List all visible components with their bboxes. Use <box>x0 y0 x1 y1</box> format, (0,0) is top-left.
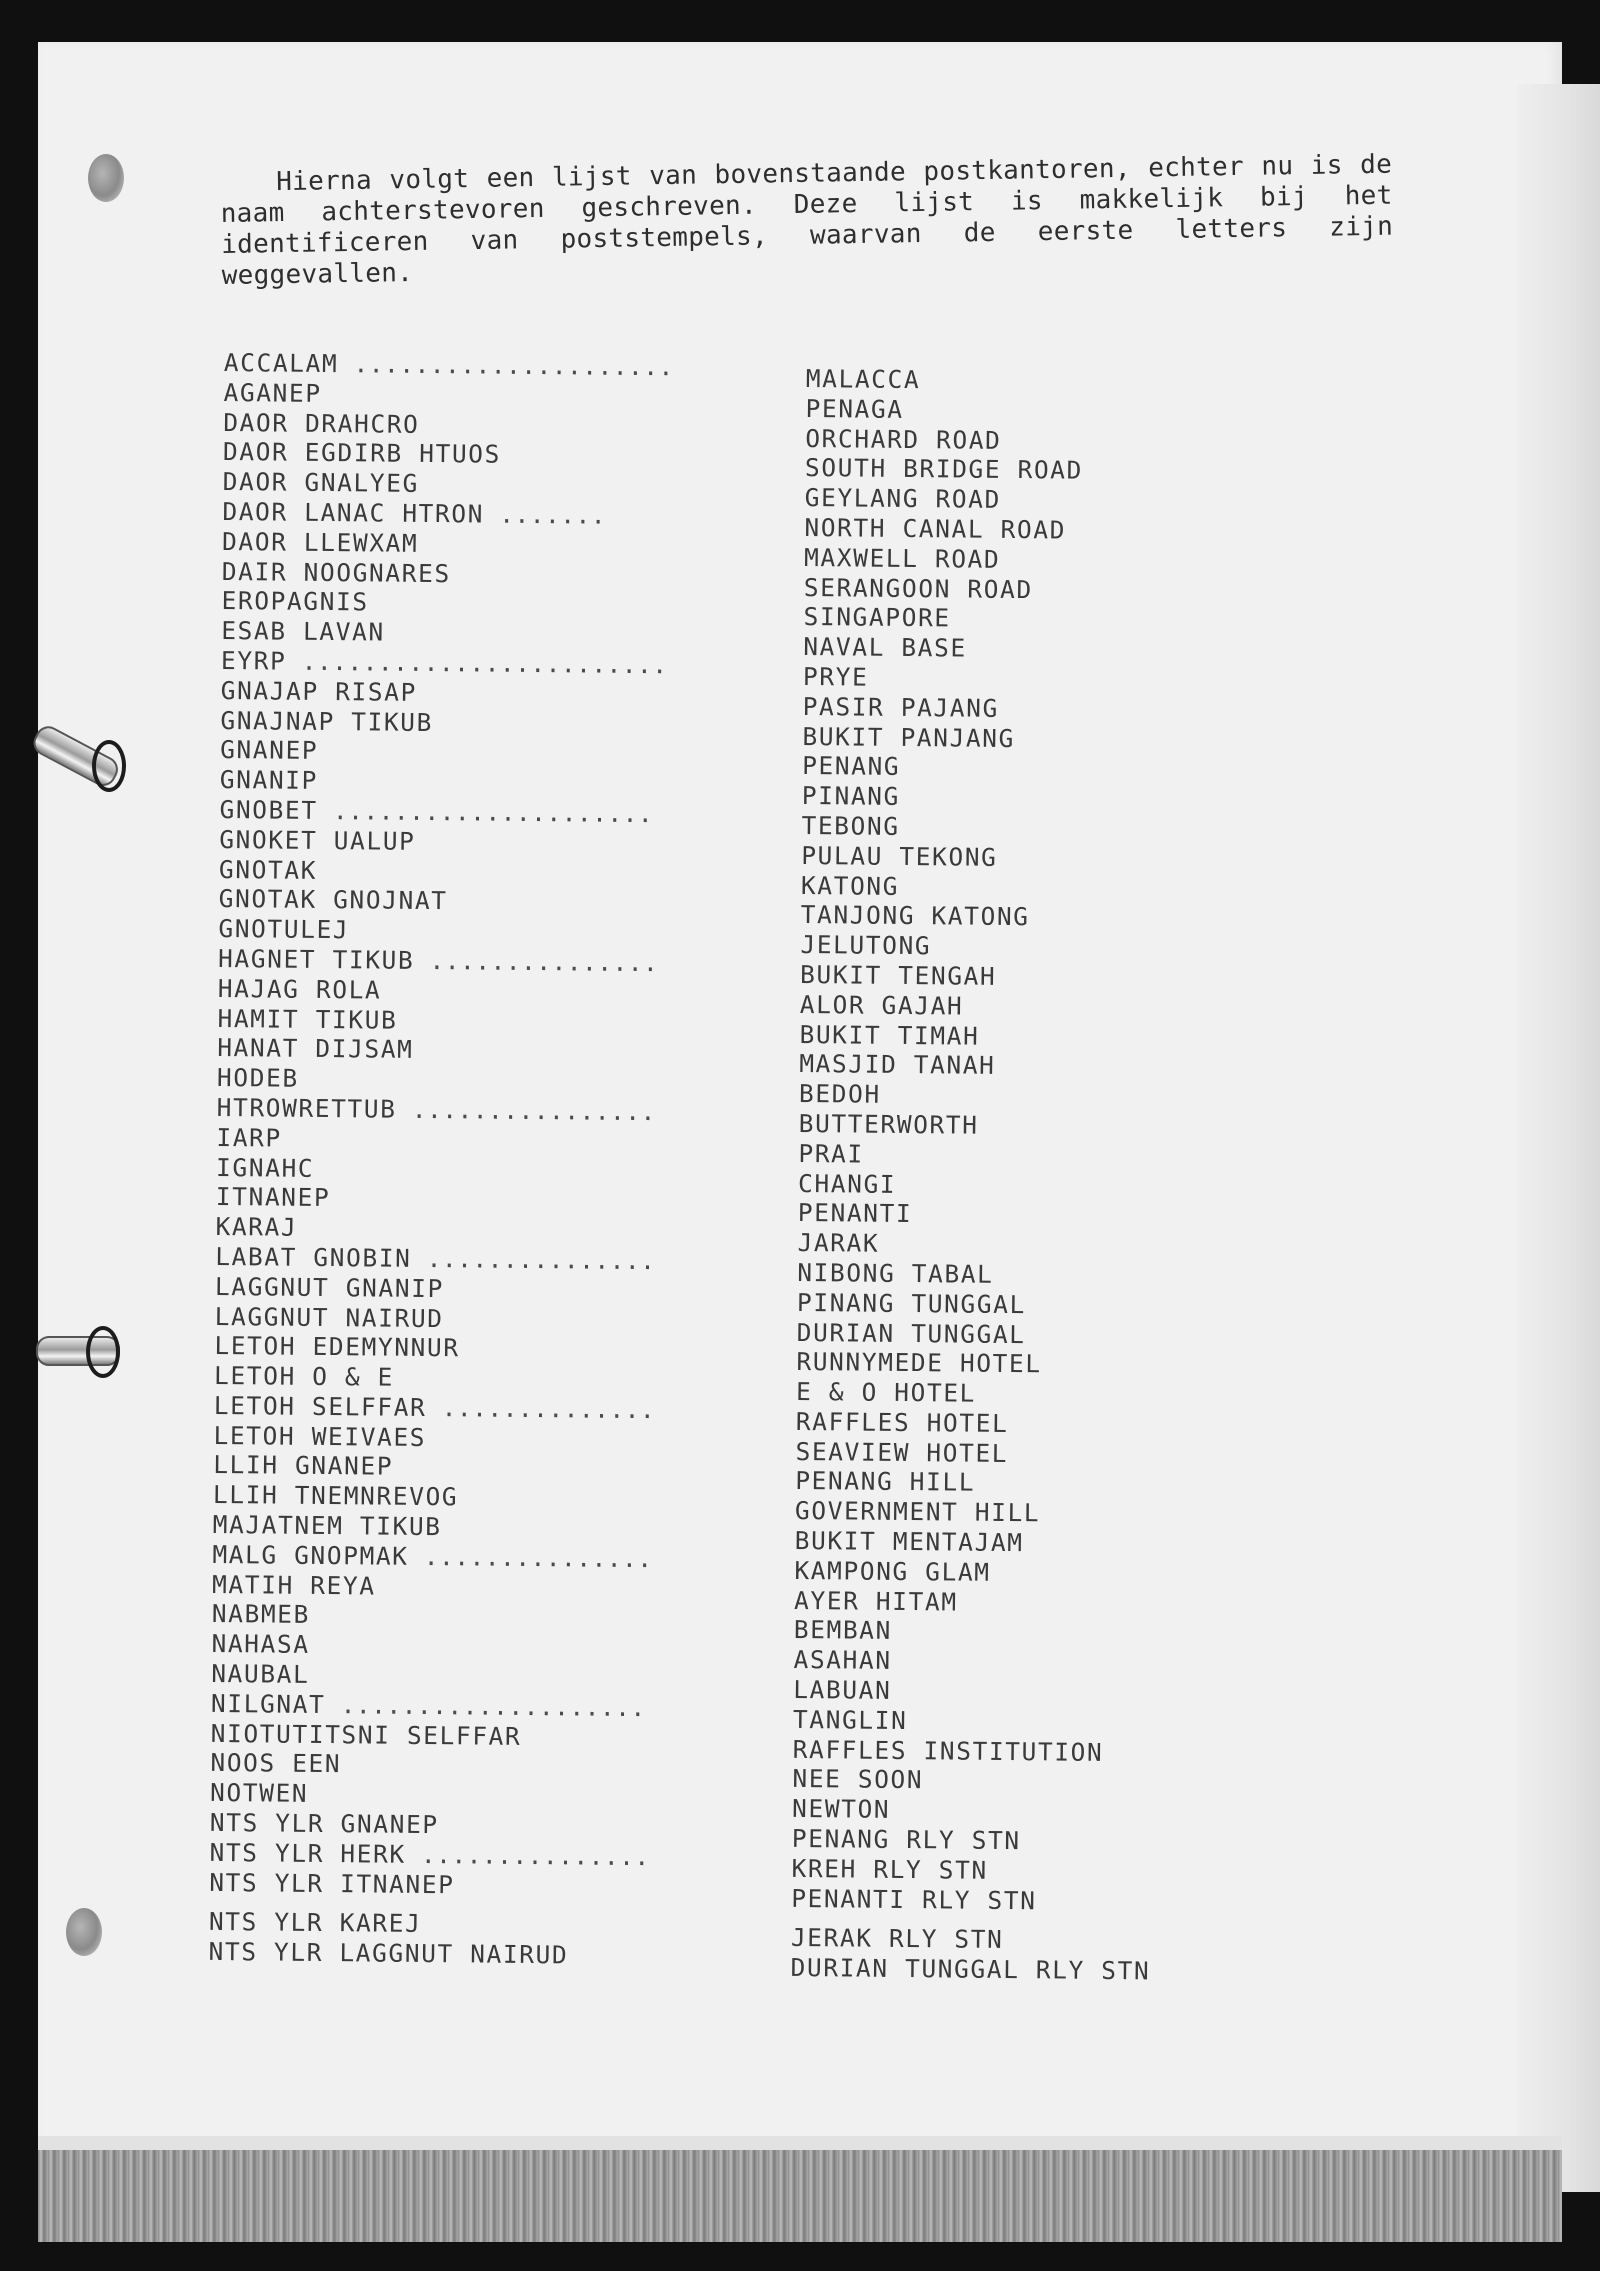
reversed-name: NABMEB <box>211 1599 311 1630</box>
reversed-name: LABAT GNOBIN <box>215 1241 412 1273</box>
reversed-name: DAOR LLEWXAM <box>222 526 419 558</box>
name-row: TANGLIN <box>792 1704 908 1735</box>
reversed-name: DAIR NOOGNARES <box>221 556 451 588</box>
reversed-names-list <box>208 348 784 1972</box>
dot-leader: ....... <box>483 499 607 530</box>
reversed-name: ESAB LAVAN <box>221 616 385 647</box>
album-page <box>38 42 1562 2150</box>
punch-hole <box>88 154 124 202</box>
reversed-name: NTS YLR GNANEP <box>209 1807 439 1840</box>
name-row: PENANTI <box>797 1198 913 1229</box>
reversed-name: DAOR LANAC HTRON <box>222 496 485 529</box>
reversed-name: EROPAGNIS <box>221 586 369 617</box>
name-row: E & O HOTEL <box>795 1377 977 1408</box>
reversed-name: MATIH REYA <box>211 1569 376 1601</box>
name-row: ALOR GAJAH <box>799 989 964 1021</box>
reversed-name: IARP <box>216 1122 282 1153</box>
reversed-name: NAHASA <box>211 1629 310 1660</box>
dot-leader: .............. <box>426 1392 656 1425</box>
name-row: SEAVIEW HOTEL <box>795 1436 1009 1468</box>
name-row: DURIAN TUNGGAL <box>796 1317 1026 1349</box>
reversed-name: LLIH GNANEP <box>213 1450 394 1482</box>
reversed-name: NILGNAT <box>210 1688 326 1719</box>
reversed-name: LETOH WEIVAES <box>213 1420 427 1452</box>
reversed-name: HODEB <box>216 1063 299 1093</box>
name-row: KATONG <box>800 870 900 901</box>
dot-leader: ........................ <box>286 646 668 680</box>
name-row: BUTTERWORTH <box>798 1108 979 1140</box>
reversed-name: HANAT DIJSAM <box>217 1033 414 1065</box>
name-row: ORCHARD ROAD <box>805 423 1002 455</box>
names-list <box>790 364 1366 1988</box>
page-edge <box>1518 84 1600 2192</box>
reversed-name: GNAJAP RISAP <box>220 675 418 707</box>
name-row: BEMBAN <box>793 1615 893 1646</box>
reversed-name: KARAJ <box>215 1212 298 1242</box>
name-row: PULAU TEKONG <box>801 840 998 872</box>
reversed-name-row <box>217 1093 777 1128</box>
reversed-name: NOTWEN <box>209 1778 309 1809</box>
reversed-name: LAGGNUT NAIRUD <box>214 1301 444 1333</box>
dot-leader: ..................... <box>317 795 654 829</box>
name-row: MAXWELL ROAD <box>804 542 1001 574</box>
dot-leader: ............... <box>408 1541 653 1574</box>
name-row: CHANGI <box>797 1168 897 1199</box>
reversed-name: MALG GNOPMAK <box>212 1539 409 1571</box>
name-row: SOUTH BRIDGE ROAD <box>804 453 1084 486</box>
name-row: PENANG <box>802 751 901 782</box>
name-row: MASJID TANAH <box>799 1049 996 1081</box>
dot-leader: ................ <box>396 1094 656 1127</box>
dot-leader: ..................... <box>338 349 674 382</box>
name-row: JARAK <box>797 1228 880 1258</box>
reversed-name: DAOR GNALYEG <box>222 467 420 499</box>
reversed-name: GNAJNAP TIKUB <box>220 705 434 737</box>
name-row: TEBONG <box>801 810 900 841</box>
reversed-name: HTROWRETTUB <box>216 1092 397 1124</box>
reversed-name: MAJATNEM TIKUB <box>212 1510 442 1542</box>
name-row: PENANTI RLY STN <box>791 1883 1037 1915</box>
name-row: LABUAN <box>793 1675 892 1705</box>
reversed-name: ACCALAM <box>223 348 339 379</box>
reversed-name: GNANIP <box>219 765 319 796</box>
name-row: BEDOH <box>798 1079 881 1109</box>
dot-leader: ............... <box>411 1243 656 1276</box>
reversed-name: GNANEP <box>220 735 319 766</box>
punch-hole <box>66 1908 102 1956</box>
reversed-name: GNOKET UALUP <box>219 824 416 856</box>
name-row: PRAI <box>798 1138 864 1169</box>
name-row: PENAGA <box>805 393 904 424</box>
reversed-name: HAMIT TIKUB <box>217 1003 398 1035</box>
binder-ring-end <box>92 740 126 792</box>
reversed-name-row <box>208 1937 768 1972</box>
name-row: TANJONG KATONG <box>800 900 1030 932</box>
reversed-name: NTS YLR HERK <box>209 1837 406 1869</box>
reversed-name: EYRP <box>220 645 287 676</box>
name-row: SINGAPORE <box>803 602 951 633</box>
reversed-name: NTS YLR ITNANEP <box>209 1867 455 1899</box>
reversed-name: HAJAG ROLA <box>217 973 382 1005</box>
reversed-name-row <box>216 1182 776 1217</box>
reversed-name: NAUBAL <box>211 1659 310 1689</box>
name-row: NEE SOON <box>792 1764 924 1795</box>
name-row: MALACCA <box>805 364 921 395</box>
reversed-name: LETOH EDEMYNNUR <box>214 1331 460 1363</box>
reversed-name: NIOTUTITSNI SELFFAR <box>210 1718 522 1751</box>
name-row: AYER HITAM <box>793 1585 958 1617</box>
reversed-name: GNOTAK GNOJNAT <box>218 884 448 916</box>
page-stack-edge <box>38 2136 1562 2242</box>
name-row: BUKIT PANJANG <box>802 721 1016 753</box>
reversed-name: GNOTAK <box>218 854 318 885</box>
name-row: DURIAN TUNGGAL RLY STN <box>790 1953 1151 1986</box>
name-row: BUKIT MENTAJAM <box>794 1526 1024 1558</box>
reversed-name: GNOTULEJ <box>218 914 350 945</box>
reversed-name: DAOR EGDIRB HTUOS <box>222 437 502 470</box>
reversed-name: ITNANEP <box>215 1182 331 1213</box>
name-row: PRYE <box>802 661 869 692</box>
name-row: PENANG RLY STN <box>791 1823 1021 1856</box>
dot-leader: .................... <box>325 1689 646 1722</box>
binder-ring-end <box>86 1326 120 1378</box>
reversed-name: DAOR DRAHCRO <box>223 407 420 439</box>
reversed-name: LETOH SELFFAR <box>213 1390 427 1422</box>
reversed-name: NTS YLR KAREJ <box>208 1907 422 1939</box>
name-row: PINANG <box>801 781 901 812</box>
name-row: BUKIT TENGAH <box>800 959 997 991</box>
name-row: NIBONG TABAL <box>797 1257 994 1289</box>
dot-leader: ............... <box>414 945 659 978</box>
reversed-name: NTS YLR LAGGNUT NAIRUD <box>208 1937 569 1970</box>
name-row: BUKIT TIMAH <box>799 1019 980 1051</box>
name-row: ASAHAN <box>793 1645 892 1676</box>
name-row: RAFFLES INSTITUTION <box>792 1734 1104 1767</box>
reversed-name: LLIH TNEMNREVOG <box>212 1480 459 1512</box>
name-row: NORTH CANAL ROAD <box>804 512 1067 545</box>
name-row: KREH RLY STN <box>791 1853 988 1885</box>
intro-paragraph <box>220 150 1394 292</box>
reversed-name-row <box>209 1868 769 1903</box>
name-row: NEWTON <box>791 1794 891 1825</box>
intro-text: Hierna volgt een lijst van bovenstaande postkantoren, echter nu is de naam achterstevoren geschreven. Deze lijst is makkelijk bij het identificeren van poststempels, waarvan de eerste letters zijn weggevallen. <box>220 149 1394 291</box>
reversed-name: LETOH O & E <box>213 1361 395 1392</box>
name-row: SERANGOON ROAD <box>803 572 1033 604</box>
reversed-name-row <box>217 1033 777 1068</box>
reversed-name: IGNAHC <box>215 1152 315 1183</box>
name-row: PINANG TUNGGAL <box>796 1287 1027 1319</box>
name-row: NAVAL BASE <box>803 632 967 663</box>
reversed-name: AGANEP <box>223 377 322 408</box>
reversed-name: GNOBET <box>219 794 318 825</box>
name-row: PENANG HILL <box>795 1466 976 1498</box>
reversed-name: HAGNET TIKUB <box>218 943 415 975</box>
name-row: RUNNYMEDE HOTEL <box>796 1347 1042 1379</box>
name-row: RAFFLES HOTEL <box>795 1406 1009 1438</box>
name-row: GOVERNMENT HILL <box>794 1496 1041 1528</box>
dot-leader: ............... <box>405 1839 650 1871</box>
name-row: JELUTONG <box>800 930 932 961</box>
name-row: JERAK RLY STN <box>790 1923 1004 1955</box>
reversed-name: LAGGNUT GNANIP <box>214 1271 445 1303</box>
name-row: GEYLANG ROAD <box>804 483 1002 515</box>
name-row: KAMPONG GLAM <box>794 1555 991 1587</box>
reversed-name: NOOS EEN <box>210 1748 342 1779</box>
name-row: PASIR PAJANG <box>802 691 1000 723</box>
